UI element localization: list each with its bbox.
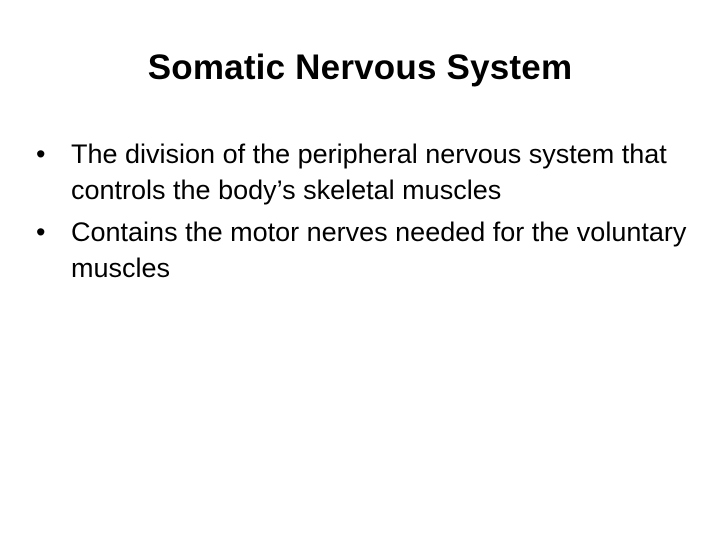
slide-title: Somatic Nervous System bbox=[147, 48, 573, 87]
bullet-text: The division of the peripheral nervous system that controls the body’s skeletal muscles bbox=[71, 139, 667, 205]
bullet-marker: • bbox=[36, 217, 46, 247]
bullet-item bbox=[36, 214, 696, 286]
bullet-text: Contains the motor nerves needed for the voluntary muscles bbox=[71, 217, 687, 283]
bullet-item bbox=[36, 136, 696, 208]
bullet-list bbox=[36, 136, 696, 292]
bullet-marker: • bbox=[36, 139, 46, 169]
